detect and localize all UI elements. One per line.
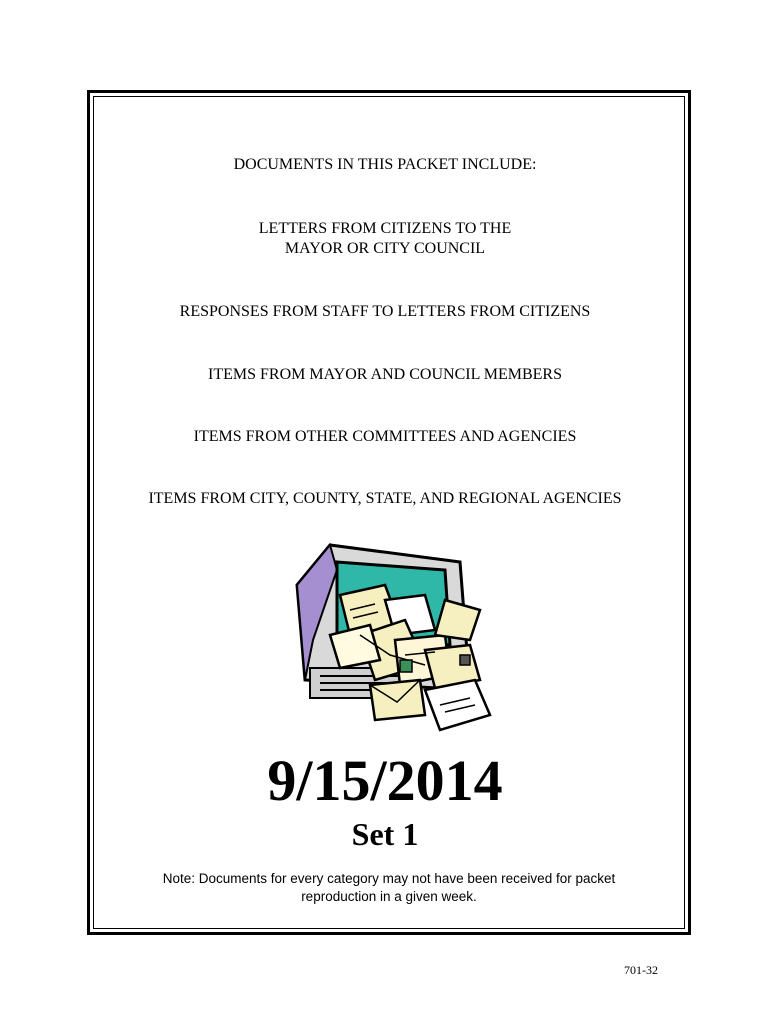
note-line-1: Note: Documents for every category may not have been received for packet xyxy=(162,871,616,886)
item-committees: ITEMS FROM OTHER COMMITTEES AND AGENCIES xyxy=(193,428,577,445)
item-letters-line2: MAYOR OR CITY COUNCIL xyxy=(284,240,486,257)
item-regional: ITEMS FROM CITY, COUNTY, STATE, AND REGIONAL AGENCIES xyxy=(148,490,622,507)
item-mayor-council: ITEMS FROM MAYOR AND COUNCIL MEMBERS xyxy=(208,366,562,383)
item-responses: RESPONSES FROM STAFF TO LETTERS FROM CITIZENS xyxy=(179,303,591,320)
packet-heading: DOCUMENTS IN THIS PACKET INCLUDE: xyxy=(233,156,537,173)
set-label: Set 1 xyxy=(351,816,419,852)
document-code: 701-32 xyxy=(624,963,658,977)
computer-with-letters-icon xyxy=(275,540,505,740)
packet-date: 9/15/2014 xyxy=(267,748,503,813)
packet-note xyxy=(120,870,658,906)
item-letters-line1: LETTERS FROM CITIZENS TO THE xyxy=(258,220,512,237)
note-line-2: reproduction in a given week. xyxy=(301,889,477,904)
